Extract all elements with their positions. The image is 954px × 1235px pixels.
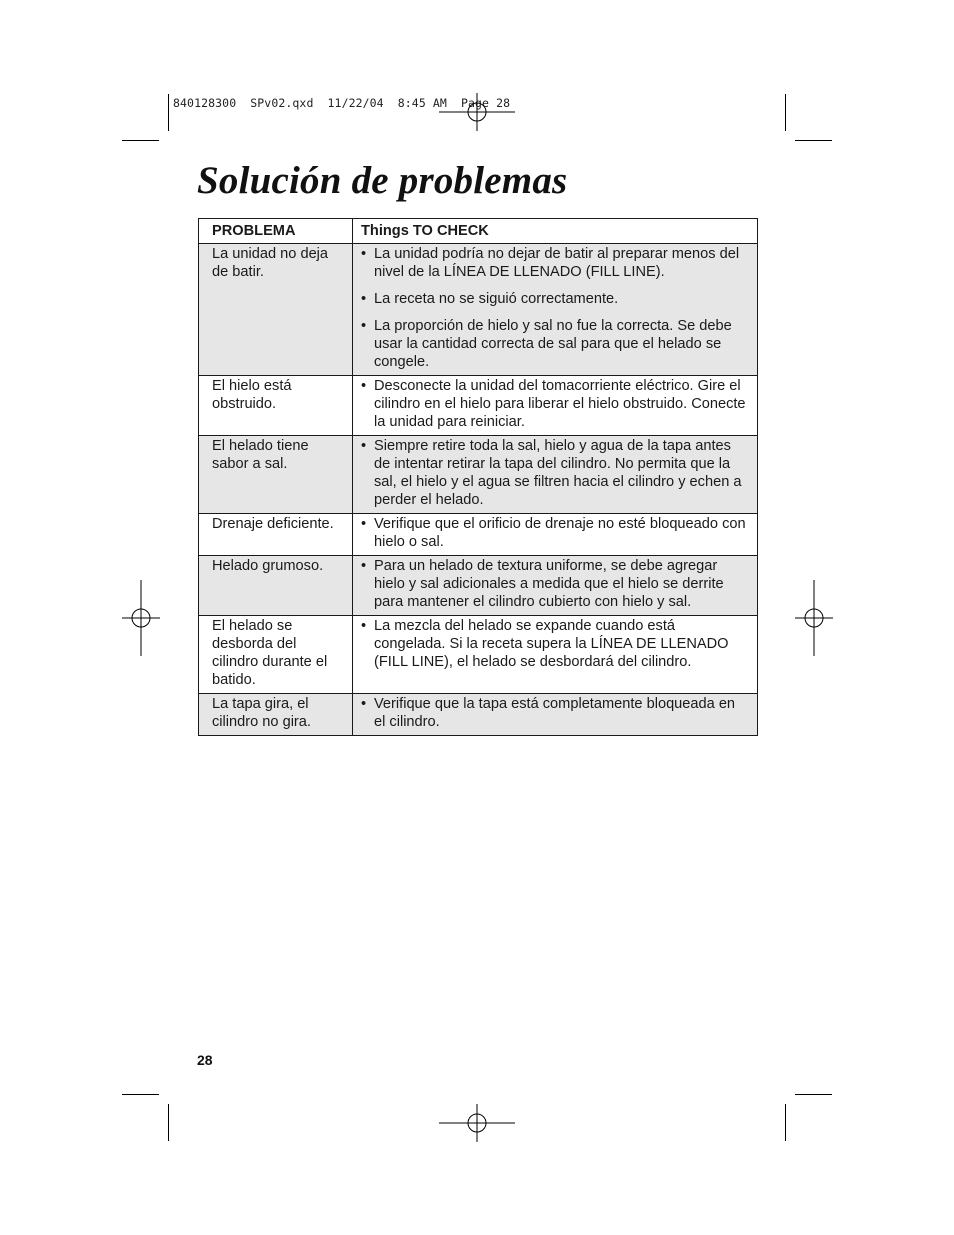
crop-mark-bottom-right-vertical	[785, 1104, 786, 1141]
table-row	[199, 514, 758, 556]
checks-cell	[353, 616, 758, 694]
problem-cell: El helado se desborda del cilindro durante el batido.	[199, 616, 353, 694]
check-list	[361, 557, 749, 611]
crop-mark-top-right-vertical	[785, 94, 786, 131]
crop-mark-bottom-right-horizontal	[795, 1094, 832, 1095]
header-things-to-check: Things TO CHECK	[353, 219, 758, 244]
check-list	[361, 515, 749, 551]
table-row	[199, 694, 758, 736]
check-list	[361, 377, 749, 431]
table-row	[199, 556, 758, 616]
problem-cell: Drenaje deficiente.	[199, 514, 353, 556]
crop-mark-bottom-left-vertical	[168, 1104, 169, 1141]
table-row	[199, 616, 758, 694]
checks-cell	[353, 436, 758, 514]
problem-cell: La unidad no deja de batir.	[199, 244, 353, 376]
table-row	[199, 376, 758, 436]
check-item: • Siempre retire toda la sal, hielo y agua de la tapa antes de intentar retirar la tapa del cilindro. No permita que la sal, el hielo y el agua se filtren hacia el cilindro y echen a perder el helado.	[361, 437, 749, 509]
check-item: • La mezcla del helado se expande cuando está congelada. Si la receta supera la LÍNEA DE LLENADO (FILL LINE), el helado se desbordará del cilindro.	[361, 617, 749, 671]
page-number: 28	[197, 1052, 213, 1068]
crop-mark-bottom-left-horizontal	[122, 1094, 159, 1095]
check-item: • Verifique que la tapa está completamente bloqueada en el cilindro.	[361, 695, 749, 731]
check-item: • Desconecte la unidad del tomacorriente eléctrico. Gire el cilindro en el hielo para liberar el hielo obstruido. Conecte la unidad para reiniciar.	[361, 377, 749, 431]
table-row	[199, 244, 758, 376]
check-item: • Para un helado de textura uniforme, se debe agregar hielo y sal adicionales a medida que el hielo se derrite para mantener el cilindro cubierto con hielo y sal.	[361, 557, 749, 611]
checks-cell	[353, 514, 758, 556]
registration-mark-right-icon	[795, 580, 833, 656]
problem-cell: Helado grumoso.	[199, 556, 353, 616]
check-item: • La proporción de hielo y sal no fue la correcta. Se debe usar la cantidad correcta de sal para que el helado se congele.	[361, 317, 749, 371]
checks-cell	[353, 244, 758, 376]
checks-cell	[353, 556, 758, 616]
checks-cell	[353, 694, 758, 736]
registration-mark-left-icon	[122, 580, 160, 656]
troubleshooting-table	[198, 218, 758, 736]
check-item: • La unidad podría no dejar de batir al preparar menos del nivel de la LÍNEA DE LLENADO (FILL LINE).	[361, 245, 749, 281]
check-item: • Verifique que el orificio de drenaje no esté bloqueado con hielo o sal.	[361, 515, 749, 551]
problem-cell: El hielo está obstruido.	[199, 376, 353, 436]
check-list	[361, 695, 749, 731]
crop-mark-top-left-vertical	[168, 94, 169, 131]
check-list	[361, 617, 749, 671]
header-problem: PROBLEMA	[199, 219, 353, 244]
registration-mark-top-icon	[439, 93, 515, 131]
crop-mark-top-right-horizontal	[795, 140, 832, 141]
problem-cell: El helado tiene sabor a sal.	[199, 436, 353, 514]
checks-cell	[353, 376, 758, 436]
check-item: • La receta no se siguió correctamente.	[361, 290, 749, 308]
table-row	[199, 436, 758, 514]
problem-cell: La tapa gira, el cilindro no gira.	[199, 694, 353, 736]
check-list	[361, 245, 749, 371]
crop-mark-top-left-horizontal	[122, 140, 159, 141]
table-header-row	[199, 219, 758, 244]
page-title: Solución de problemas	[197, 159, 568, 202]
check-list	[361, 437, 749, 509]
registration-mark-bottom-icon	[439, 1104, 515, 1142]
print-slug: 840128300 SPv02.qxd 11/22/04 8:45 AM Page 28	[173, 96, 511, 110]
